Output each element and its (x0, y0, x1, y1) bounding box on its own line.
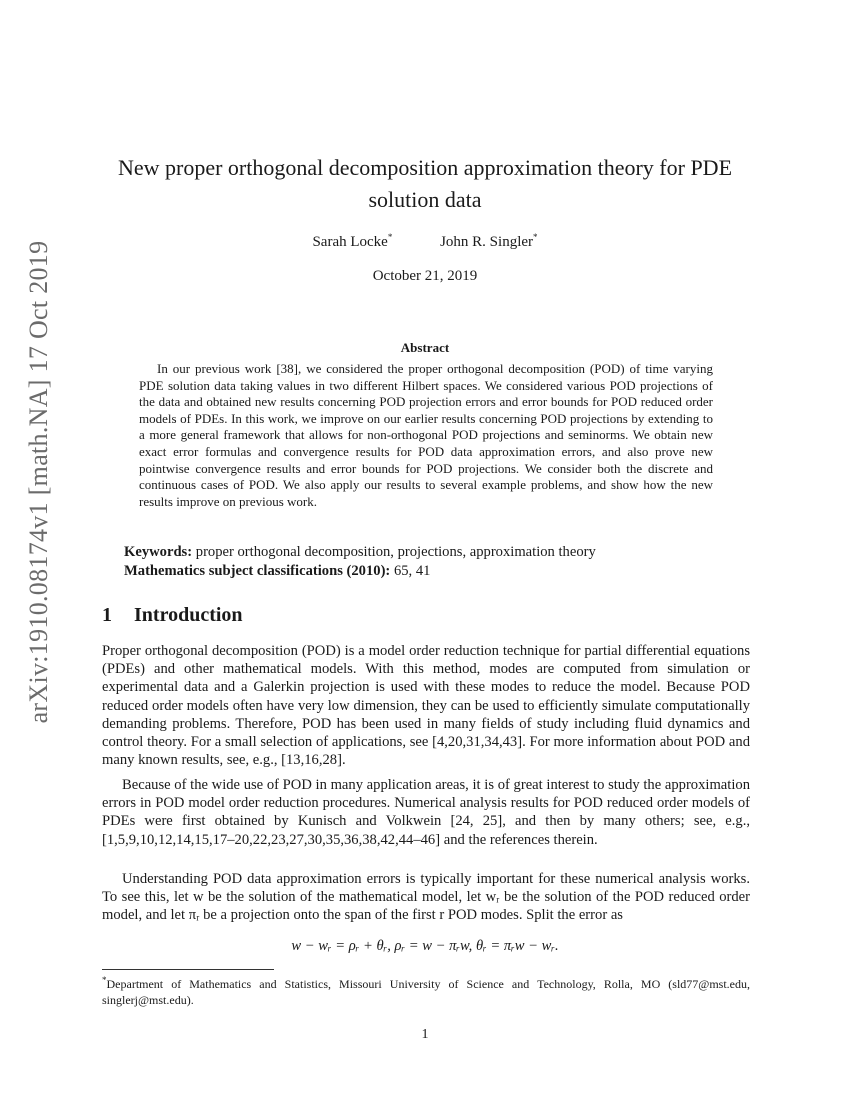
msc-line (124, 563, 744, 580)
author-name: John R. Singler* (440, 232, 538, 250)
author-line (0, 232, 850, 251)
author-name: Sarah Locke* (312, 232, 393, 250)
msc-value: 65, 41 (393, 563, 431, 579)
paper-title: New proper orthogonal decomposition approximation theory for PDE solution data (117, 155, 733, 212)
footnote-rule (102, 969, 274, 970)
msc-label: Mathematics subject classifications (2010): (124, 563, 391, 579)
keywords-label: Keywords: (124, 544, 193, 560)
paper-date: October 21, 2019 (372, 268, 478, 284)
paragraph: Understanding POD data approximation errors is typically important for these numerical analysis works. To see this, let w be the solution of the mathematical model, let wᵣ be the solution of the POD reduced order model, and let πᵣ be a projection onto the span of the first r POD modes. Split the error as (102, 871, 750, 924)
abstract-text: In our previous work [38], we considered the proper orthogonal decomposition (POD) of time varying PDE solution data taking values in two different Hilbert spaces. We considered various POD projections of the data and obtained new results concerning POD projection errors and error bounds for POD reduced order models of PDEs. In this work, we improve on our earlier results concerning POD projections by extending to a more general framework that allows for non-orthogonal POD projections and seminorms. We obtain new exact error formulas and convergence results for POD data approximation errors, and also prove new pointwise convergence results and error bounds for POD projections. We consider both the discrete and continuous cases of POD. We also apply our results to several example problems, and show how the new results improve on previous work. (139, 361, 713, 509)
arxiv-identifier: arXiv:1910.08174v1 [math.NA] 17 Oct 2019 (24, 240, 53, 724)
section-heading (102, 604, 243, 627)
paragraph: Proper orthogonal decomposition (POD) is a model order reduction technique for partial differential equations (PDEs) and other mathematical models. With this method, modes are computed from simulation or experimental data and a Galerkin projection is used with these modes to reduce the model. Because POD reduced order models often have very low dimension, they can be used to efficiently simulate computationally demanding problems. Therefore, POD has been used in many fields of study including fluid dynamics and control theory. For a small selection of applications, see [4,20,31,34,43]. For more information about POD and many known results, see, e.g., [13,16,28]. (102, 643, 750, 769)
page-number: 1 (421, 1027, 429, 1042)
keywords-line (124, 544, 744, 561)
footnote: *Department of Mathematics and Statistics, Missouri University of Science and Technology, Rolla, MO (sld77@mst.edu, singlerj@mst.edu). (102, 975, 750, 1007)
paragraph: Because of the wide use of POD in many application areas, it is of great interest to study the approximation errors in POD model order reduction procedures. Numerical analysis results for POD reduced order models of PDEs were first obtained by Kunisch and Volkwein [24, 25], and then by many others; see, e.g., [1,5,9,10,12,14,15,17–20,22,23,27,30,35,36,38,42,44–46] and the references therein. (102, 777, 750, 848)
keywords-value: proper orthogonal decomposition, projections, approximation theory (195, 544, 596, 560)
equation: w − wᵣ = ρᵣ + θᵣ, ρᵣ = w − πᵣw, θᵣ = πᵣw − wᵣ. (291, 938, 559, 954)
arxiv-sidebar-stamp (20, 240, 58, 724)
section-title: Introduction (134, 604, 243, 626)
abstract-heading: Abstract (400, 340, 450, 355)
section-number: 1 (102, 604, 112, 626)
